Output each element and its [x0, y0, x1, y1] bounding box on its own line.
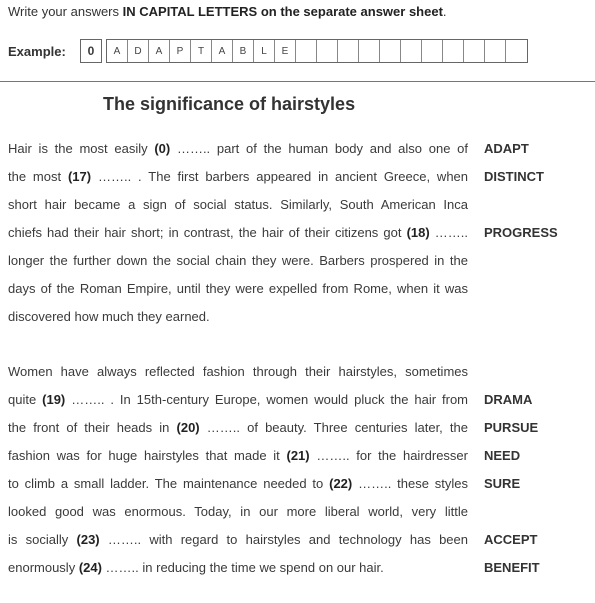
- passage-line: [8, 197, 468, 212]
- instructions-emphasis: IN CAPITAL LETTERS on the separate answer sheet: [122, 4, 443, 19]
- line-text: …….. . The first barbers appeared in ancient Greece, when: [91, 169, 469, 184]
- answer-cell: D: [128, 40, 149, 62]
- line-text: ……..: [429, 225, 468, 240]
- line-text: Women have always reflected fashion through their hairstyles, sometimes: [8, 364, 468, 379]
- line-text: looked good was enormous. Today, in our more liberal world, very little: [8, 504, 468, 519]
- passage-line: [8, 225, 468, 240]
- line-text: …….. with regard to hairstyles and technology has been: [99, 532, 468, 547]
- answer-cell: B: [233, 40, 254, 62]
- gap-number: (21): [286, 448, 310, 463]
- instructions: [8, 4, 447, 19]
- line-text: to climb a small ladder. The maintenance needed to: [8, 476, 330, 491]
- answer-cell: [317, 40, 338, 62]
- instructions-end: .: [442, 4, 447, 19]
- passage-line: [8, 448, 468, 463]
- line-text: short hair became a sign of social status. Similarly, South American Inca: [8, 197, 468, 212]
- line-text: …….. part of the human body and also one of: [170, 141, 468, 156]
- gap-number: (22): [329, 476, 353, 491]
- keyword-adapt: ADAPT: [484, 141, 529, 156]
- line-text: …….. for the hairdresser: [309, 448, 468, 463]
- keyword-benefit: BENEFIT: [484, 560, 540, 575]
- line-text: …….. . In 15th-century Europe, women would pluck the hair from: [65, 392, 469, 407]
- gap-number: (18): [406, 225, 430, 240]
- passage-line: [8, 169, 468, 184]
- passage-line: [8, 253, 468, 268]
- passage-line: [8, 560, 468, 575]
- answer-cell: [443, 40, 464, 62]
- passage-line: [8, 532, 468, 547]
- passage-line: [8, 281, 468, 296]
- passage-line: [8, 141, 468, 156]
- keyword-distinct: DISTINCT: [484, 169, 544, 184]
- answer-cell: [422, 40, 443, 62]
- line-text: longer the further down the social chain they were. Barbers prospered in the: [8, 253, 468, 268]
- keyword-accept: ACCEPT: [484, 532, 538, 547]
- answer-cell: P: [170, 40, 191, 62]
- gap-number: (20): [176, 420, 200, 435]
- answer-cell: [506, 40, 527, 62]
- line-text: …….. these styles: [352, 476, 469, 491]
- line-text: Hair is the most easily: [8, 141, 155, 156]
- gap-number: (24): [78, 560, 102, 575]
- gap-number: (0): [154, 141, 171, 156]
- line-text: enormously: [8, 560, 79, 575]
- answer-cell: [338, 40, 359, 62]
- passage-line: [8, 364, 468, 379]
- section-divider: [0, 81, 595, 82]
- keyword-pursue: PURSUE: [484, 420, 539, 435]
- keyword-drama: DRAMA: [484, 392, 533, 407]
- answer-cell: [485, 40, 506, 62]
- passage-line: [8, 309, 468, 324]
- answer-cell: [380, 40, 401, 62]
- example-number-box: 0: [80, 39, 102, 63]
- answer-cell: L: [254, 40, 275, 62]
- example-label: Example:: [8, 43, 66, 59]
- keyword-need: NEED: [484, 448, 521, 463]
- passage-line: [8, 420, 468, 435]
- gap-number: (23): [76, 532, 100, 547]
- passage-line: [8, 392, 468, 407]
- line-text: chiefs had their hair short; in contrast, the hair of their citizens got: [8, 225, 407, 240]
- line-text: discovered how much they earned.: [8, 309, 210, 324]
- keyword-sure: SURE: [484, 476, 521, 491]
- keyword-progress: PROGRESS: [484, 225, 558, 240]
- page-title: The significance of hairstyles: [103, 94, 356, 114]
- line-text: quite: [8, 392, 43, 407]
- example-answer-cells: [106, 39, 528, 63]
- answer-cell: A: [149, 40, 170, 62]
- passage-line: [8, 504, 468, 519]
- answer-cell: A: [212, 40, 233, 62]
- line-text: the most: [8, 169, 68, 184]
- gap-number: (19): [42, 392, 66, 407]
- line-text: is socially: [8, 532, 77, 547]
- answer-cell: [359, 40, 380, 62]
- line-text: fashion was for huge hairstyles that made it: [8, 448, 287, 463]
- instructions-text: Write your answers: [8, 4, 123, 19]
- answer-cell: T: [191, 40, 212, 62]
- passage-line: [8, 476, 468, 491]
- answer-cell: [464, 40, 485, 62]
- line-text: …….. in reducing the time we spend on our hair.: [101, 560, 384, 575]
- answer-cell: [401, 40, 422, 62]
- line-text: the front of their heads in: [8, 420, 177, 435]
- gap-number: (17): [67, 169, 92, 184]
- line-text: days of the Roman Empire, until they were expelled from Rome, when it was: [8, 281, 468, 296]
- example-row: [8, 38, 528, 64]
- answer-cell: E: [275, 40, 296, 62]
- answer-cell: [296, 40, 317, 62]
- line-text: …….. of beauty. Three centuries later, the: [199, 420, 468, 435]
- answer-cell: A: [107, 40, 128, 62]
